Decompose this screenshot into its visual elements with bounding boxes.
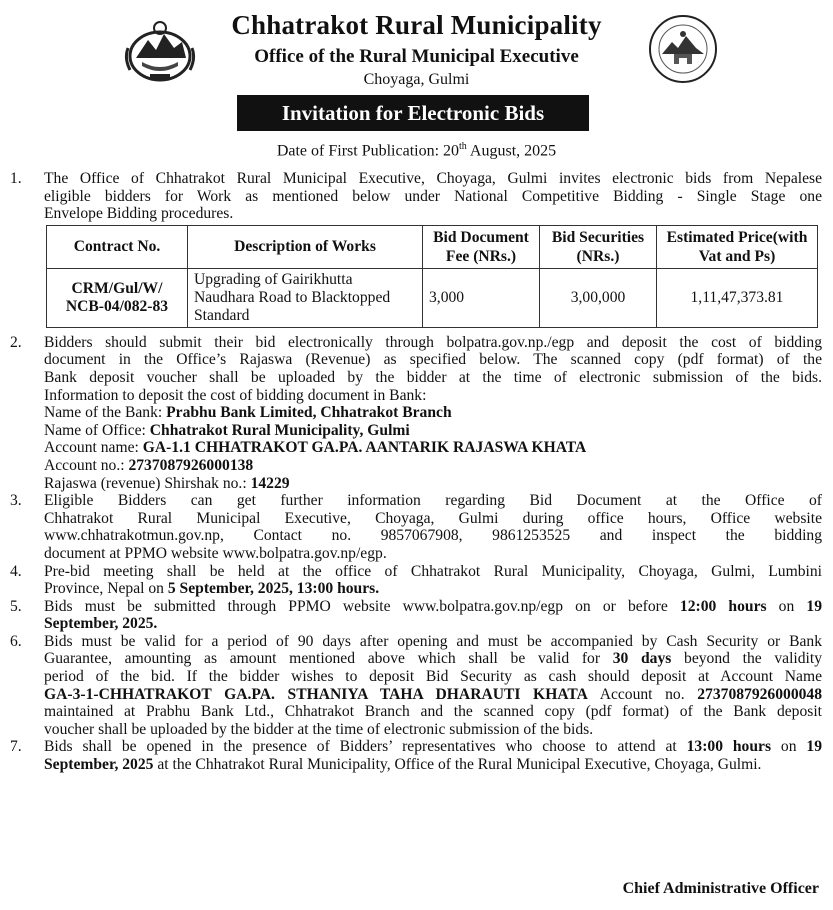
account-number-line: Account no.: 2737087926000138 — [44, 456, 254, 474]
invitation-banner: Invitation for Electronic Bids — [237, 95, 589, 131]
table-row — [47, 268, 818, 327]
column-header: Estimated Price(with Vat and Ps) — [657, 225, 818, 268]
work-description: Upgrading of Gairikhutta Naudhara Road to Blacktopped Standard — [188, 268, 423, 327]
column-header: Description of Works — [188, 225, 423, 268]
contract-number: CRM/Gul/W/ NCB-04/082-83 — [47, 268, 188, 327]
municipality-title: Chhatrakot Rural Municipality — [231, 10, 602, 40]
municipality-logo-icon — [648, 14, 718, 84]
clause-number: 7. — [10, 738, 22, 756]
clause-number: 5. — [10, 597, 22, 615]
bank-name-line: Name of the Bank: Prabhu Bank Limited, Chhatrakot Branch — [44, 404, 452, 422]
notice-body — [10, 170, 822, 774]
clause-2: 2. Bidders should submit their bid electronically through bolpatra.gov.np./egp and deposit the cost of bidding document in the Office’s Rajaswa (Revenue) as specified below. The scanned copy (pdf format) of the Bank deposit voucher shall be uploaded by the bidder at the time of electronic submission of the bids. Information to deposit the cost of bidding document in Bank: Name of the Bank: Prabhu Bank Limited, Chhatrakot Branch Name of Office: Chhatrakot Rural Municipality, Gulmi Account name: GA-1.1 CHHATRAKOT GA.PA. AANTARIK RAJASWA KHATA Account no.: 2737087926000138 Rajaswa (revenue) Shirshak no.: 14229 — [10, 333, 822, 492]
document-fee: 3,000 — [423, 268, 540, 327]
clause-number: 2. — [10, 333, 22, 351]
account-name-line: Account name: GA-1.1 CHHATRAKOT GA.PA. AANTARIK RAJASWA KHATA — [44, 439, 587, 457]
office-location: Choyaga, Gulmi — [363, 71, 470, 88]
clause-5: 5. Bids must be submitted through PPMO website www.bolpatra.gov.np/egp on or before 12:00 hours on 19 September, 2025. — [10, 597, 822, 633]
signatory-title: Chief Administrative Officer — [622, 880, 819, 897]
clause-4: 4. Pre-bid meeting shall be held at the office of Chhatrakot Rural Municipality, Choyaga, Gulmi, Lumbini Province, Nepal on 5 September, 2025, 13:00 hours. — [10, 562, 822, 598]
clause-number: 4. — [10, 562, 22, 580]
column-header: Contract No. — [47, 225, 188, 268]
notice-header — [0, 0, 833, 160]
clause-number: 3. — [10, 492, 22, 510]
column-header: Bid Document Fee (NRs.) — [423, 225, 540, 268]
clause-number: 6. — [10, 632, 22, 650]
shirshak-line: Rajaswa (revenue) Shirshak no.: 14229 — [44, 474, 290, 492]
table-header-row — [47, 225, 818, 268]
office-subtitle: Office of the Rural Municipal Executive — [254, 46, 579, 67]
clause-6: 6. Bids must be valid for a period of 90 days after opening and must be accompanied by Cash Security or Bank Guarantee, amounting as amount mentioned above which shall be valid for 30 days beyond the validity period of the bid. If the bidder wishes to deposit Bid Security as cash should deposit at Account Name GA-3-1-CHHATRAKOT GA.PA. STHANIYA TAHA DHARAUTI KHATA Account no. 2737087926000048 maintained at Prabhu Bank Ltd., Chhatrakot Branch and the scanned copy (pdf format) of the Bank deposit voucher shall be uploaded by the bidder at the time of electronic submission of the bids. — [10, 632, 823, 738]
clause-number: 1. — [10, 170, 22, 187]
publication-date: Date of First Publication: 20th August, 2025 — [276, 141, 557, 160]
clause-3: 3. Eligible Bidders can get further information regarding Bid Document at the Office of Chhatrakot Rural Municipal Executive, Choyaga, Gulmi during office hours, Office website www.chhatrakotmun.gov.np, Contact no. 9857067908, 9861253525 and inspect the bidding document at PPMO website www.bolpatra.gov.np/egp. — [10, 492, 822, 562]
bid-security: 3,00,000 — [540, 268, 657, 327]
clause-7: 7. Bids shall be opened in the presence of Bidders’ representatives who choose to attend at 13:00 hours on 19 September, 2025 at the Chhatrakot Rural Municipality, Office of the Rural Municipal Executive, Choyaga, Gulmi. — [10, 738, 822, 774]
estimated-price: 1,11,47,373.81 — [657, 268, 818, 327]
column-header: Bid Securities (NRs.) — [540, 225, 657, 268]
clause-1: 1. The Office of Chhatrakot Rural Municipal Executive, Choyaga, Gulmi invites electronic bids from Nepalese eligible bidders for Work as mentioned below under National Competitive Bidding - Single Stage one Envelope Bidding procedures. — [10, 170, 822, 223]
office-name-line: Name of Office: Chhatrakot Rural Municipality, Gulmi — [44, 421, 410, 439]
works-table — [46, 225, 818, 328]
